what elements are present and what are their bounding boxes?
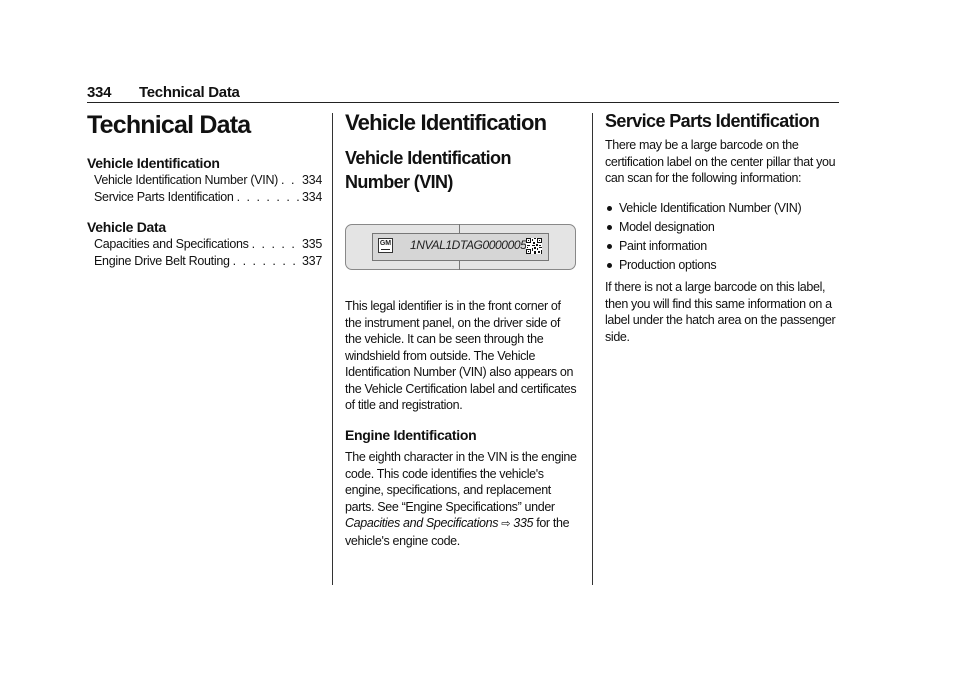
toc-section-heading: Vehicle Identification	[87, 155, 220, 171]
toc-entry-vin[interactable]	[87, 172, 322, 189]
vehicle-identification-column	[345, 110, 577, 562]
vin-heading-line2: Number (VIN)	[345, 172, 453, 192]
toc-entry-label: Vehicle Identification Number (VIN)	[94, 173, 279, 187]
vin-plate-tick	[459, 224, 460, 233]
vin-heading	[345, 146, 577, 194]
vin-heading-line1: Vehicle Identification	[345, 148, 511, 168]
toc-entry-page: 337	[302, 254, 322, 268]
toc-leader-dots	[237, 189, 299, 206]
column-divider-1	[332, 113, 333, 585]
page-number: 334	[87, 84, 112, 101]
toc-title: Technical Data	[87, 111, 251, 139]
service-parts-outro: If there is not a large barcode on this label, then you will find this same information on a label under the hatch area on the passenger side.	[605, 280, 836, 344]
toc-column	[87, 110, 322, 270]
toc-entry-service-parts[interactable]	[87, 189, 322, 206]
engine-id-heading: Engine Identification	[345, 427, 477, 443]
toc-section-heading: Vehicle Data	[87, 219, 166, 235]
list-item: Model designation	[605, 218, 841, 237]
vin-paragraph: This legal identifier is in the front corner of the instrument panel, on the driver side of the vehicle. It can be seen through the windshield from outside. The Vehicle Identification Number (VIN) also appears on the Vehicle Certification label and certificates of title and registration.	[345, 299, 577, 412]
list-item: Vehicle Identification Number (VIN)	[605, 199, 841, 218]
gm-logo: GM	[378, 238, 393, 253]
list-item: Paint information	[605, 237, 841, 256]
page-ref-arrow-icon: ⇨	[501, 518, 511, 530]
header-divider	[87, 102, 839, 103]
engine-id-paragraph	[345, 449, 577, 549]
service-parts-intro: There may be a large barcode on the certification label on the center pillar that you can scan for the following information:	[605, 138, 836, 185]
vin-code: 1NVAL1DTAG0000005	[410, 238, 527, 252]
section-title: Vehicle Identification	[345, 110, 547, 135]
header-title: Technical Data	[139, 84, 240, 101]
service-parts-column	[605, 110, 841, 358]
qr-code-icon	[526, 238, 542, 254]
toc-leader-dots	[233, 253, 299, 270]
toc-leader-dots	[281, 172, 299, 189]
service-parts-heading: Service Parts Identification	[605, 111, 820, 131]
toc-entry-label: Capacities and Specifications	[94, 237, 249, 251]
page-header	[87, 84, 839, 104]
vin-plate-illustration	[345, 224, 576, 270]
engine-text-after: for the vehicle's engine code.	[345, 516, 570, 548]
service-parts-bullets	[605, 199, 841, 275]
vin-plate-tick	[459, 260, 460, 270]
toc-entry-capacities[interactable]	[87, 236, 322, 253]
cross-reference-link[interactable]: Capacities and Specifications	[345, 516, 499, 530]
toc-entry-page: 335	[302, 237, 322, 251]
toc-leader-dots	[252, 236, 299, 253]
toc-entry-label: Engine Drive Belt Routing	[94, 254, 230, 268]
toc-entry-belt-routing[interactable]	[87, 253, 322, 270]
toc-entry-page: 334	[302, 173, 322, 187]
column-divider-2	[592, 113, 593, 585]
list-item: Production options	[605, 256, 841, 275]
engine-text-before: The eighth character in the VIN is the engine code. This code identifies the vehicle's engine, specifications, and replacement parts. See “Engine Specifications” under	[345, 450, 577, 514]
toc-entry-page: 334	[302, 190, 322, 204]
cross-reference-page[interactable]: 335	[513, 516, 534, 530]
toc-entry-label: Service Parts Identification	[94, 190, 234, 204]
